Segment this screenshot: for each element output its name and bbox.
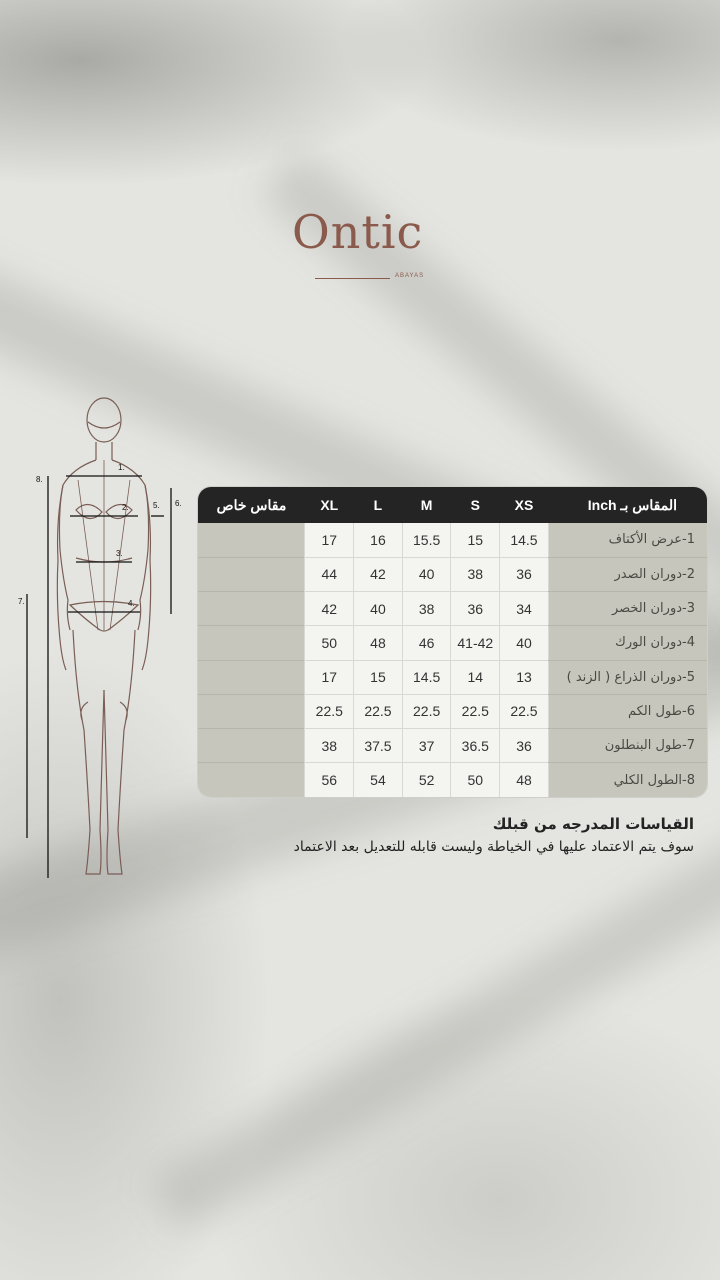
table-header-row <box>198 487 707 523</box>
note-body: سوف يتم الاعتماد عليها في الخياطة وليست قابله للتعديل بعد الاعتماد <box>293 839 694 855</box>
size-value-cell: 38 <box>305 729 354 763</box>
size-value-cell: 48 <box>354 626 403 660</box>
logo-tagline: ABAYAS <box>395 273 425 279</box>
row-label: 2-دوران الصدر <box>548 557 707 591</box>
table-row <box>198 523 707 557</box>
custom-size-cell[interactable] <box>198 729 305 763</box>
table-row <box>198 694 707 728</box>
custom-size-cell[interactable] <box>198 557 305 591</box>
marker-5: 5. <box>153 501 160 510</box>
custom-size-cell[interactable] <box>198 660 305 694</box>
marker-1: 1. <box>118 463 125 472</box>
size-value-cell: 15 <box>451 523 500 557</box>
logo-wordmark: Ontic <box>292 205 424 259</box>
header-size-xl: XL <box>305 487 354 523</box>
table-row <box>198 660 707 694</box>
size-chart-table <box>197 486 708 798</box>
size-value-cell: 22.5 <box>305 694 354 728</box>
header-size-s: S <box>451 487 500 523</box>
size-value-cell: 56 <box>305 763 354 797</box>
size-value-cell: 44 <box>305 557 354 591</box>
marker-6: 6. <box>175 499 182 508</box>
size-value-cell: 42 <box>354 557 403 591</box>
table-row <box>198 592 707 626</box>
marker-4: 4. <box>128 599 135 608</box>
size-value-cell: 36 <box>451 592 500 626</box>
measurement-note <box>134 815 694 855</box>
custom-size-cell[interactable] <box>198 763 305 797</box>
table-row <box>198 729 707 763</box>
size-value-cell: 40 <box>402 557 451 591</box>
size-value-cell: 50 <box>451 763 500 797</box>
header-custom-size: مقاس خاص <box>198 487 305 523</box>
size-value-cell: 36 <box>500 557 549 591</box>
custom-size-cell[interactable] <box>198 592 305 626</box>
row-label: 5-دوران الذراع ( الزند ) <box>548 660 707 694</box>
marker-7: 7. <box>18 597 25 606</box>
size-value-cell: 50 <box>305 626 354 660</box>
size-value-cell: 16 <box>354 523 403 557</box>
row-label: 3-دوران الخصر <box>548 592 707 626</box>
size-value-cell: 38 <box>402 592 451 626</box>
row-label: 1-عرض الأكتاف <box>548 523 707 557</box>
size-value-cell: 42 <box>305 592 354 626</box>
note-title: القياسات المدرجه من قبلك <box>492 815 694 833</box>
size-value-cell: 36.5 <box>451 729 500 763</box>
row-label: 8-الطول الكلي <box>548 763 707 797</box>
table-row <box>198 763 707 797</box>
table-row <box>198 557 707 591</box>
size-value-cell: 22.5 <box>354 694 403 728</box>
size-value-cell: 40 <box>500 626 549 660</box>
custom-size-cell[interactable] <box>198 626 305 660</box>
row-label: 4-دوران الورك <box>548 626 707 660</box>
header-size-xs: XS <box>500 487 549 523</box>
logo-underline <box>315 278 390 279</box>
size-value-cell: 36 <box>500 729 549 763</box>
size-value-cell: 22.5 <box>500 694 549 728</box>
size-value-cell: 14.5 <box>500 523 549 557</box>
size-value-cell: 40 <box>354 592 403 626</box>
header-size-m: M <box>402 487 451 523</box>
size-value-cell: 48 <box>500 763 549 797</box>
size-value-cell: 37 <box>402 729 451 763</box>
size-value-cell: 41-42 <box>451 626 500 660</box>
size-value-cell: 13 <box>500 660 549 694</box>
header-size-l: L <box>354 487 403 523</box>
size-value-cell: 15 <box>354 660 403 694</box>
custom-size-cell[interactable] <box>198 523 305 557</box>
size-value-cell: 38 <box>451 557 500 591</box>
size-value-cell: 22.5 <box>402 694 451 728</box>
header-measure-unit: المقاس بـ Inch <box>548 487 707 523</box>
marker-8: 8. <box>36 475 43 484</box>
size-value-cell: 54 <box>354 763 403 797</box>
row-label: 6-طول الكم <box>548 694 707 728</box>
size-value-cell: 17 <box>305 523 354 557</box>
size-value-cell: 52 <box>402 763 451 797</box>
brand-logo <box>280 205 440 285</box>
size-value-cell: 22.5 <box>451 694 500 728</box>
marker-2: 2. <box>122 503 129 512</box>
size-value-cell: 14.5 <box>402 660 451 694</box>
figure-head <box>87 398 121 442</box>
size-value-cell: 37.5 <box>354 729 403 763</box>
row-label: 7-طول البنطلون <box>548 729 707 763</box>
marker-3: 3. <box>116 549 123 558</box>
size-value-cell: 17 <box>305 660 354 694</box>
size-value-cell: 15.5 <box>402 523 451 557</box>
size-value-cell: 14 <box>451 660 500 694</box>
size-value-cell: 46 <box>402 626 451 660</box>
size-value-cell: 34 <box>500 592 549 626</box>
custom-size-cell[interactable] <box>198 694 305 728</box>
table-row <box>198 626 707 660</box>
